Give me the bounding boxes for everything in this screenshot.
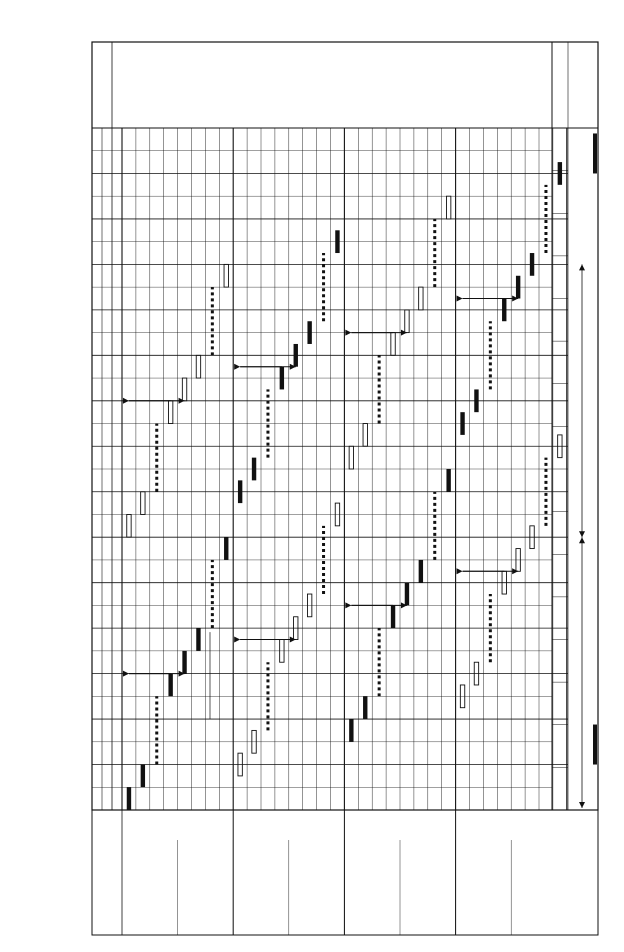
work-bar-brigade-2 bbox=[516, 276, 520, 299]
label-frame bbox=[92, 810, 598, 935]
work-bar-brigade-2 bbox=[446, 469, 450, 492]
work-bar-brigade-2 bbox=[141, 765, 145, 788]
work-bar-brigade-1 bbox=[182, 378, 186, 401]
legend-brigade-2-swatch bbox=[593, 133, 597, 173]
return-arrow-head bbox=[234, 637, 240, 643]
work-bar-brigade-1 bbox=[363, 424, 367, 447]
table-frame bbox=[92, 42, 598, 810]
return-arrow-head bbox=[345, 330, 351, 336]
work-bar-brigade-1 bbox=[127, 514, 131, 537]
work-bar-brigade-2 bbox=[252, 458, 256, 481]
work-bar-brigade-2 bbox=[127, 787, 131, 810]
work-bar-brigade-2 bbox=[238, 480, 242, 503]
work-bar-brigade-1 bbox=[224, 264, 228, 287]
work-bar-brigade-2 bbox=[405, 583, 409, 606]
work-bar-brigade-2 bbox=[460, 412, 464, 435]
rhythm-arrow-1-head bbox=[579, 802, 585, 808]
work-bar-brigade-2 bbox=[182, 651, 186, 674]
work-bar-brigade-2 bbox=[224, 537, 228, 560]
work-bar-brigade-1 bbox=[405, 310, 409, 333]
legend-brigade-1-swatch bbox=[593, 725, 597, 765]
work-bar-brigade-1 bbox=[196, 355, 200, 378]
return-arrow-head bbox=[345, 602, 351, 608]
work-bar-brigade-2 bbox=[294, 344, 298, 367]
work-bar-brigade-2 bbox=[502, 299, 506, 322]
work-bar-brigade-2 bbox=[474, 389, 478, 412]
work-bar-brigade-1 bbox=[141, 492, 145, 515]
work-bar-brigade-2 bbox=[530, 253, 534, 276]
work-bar-brigade-1 bbox=[349, 446, 353, 469]
return-arrow-head bbox=[123, 671, 129, 677]
work-bar-brigade-2 bbox=[349, 719, 353, 742]
work-bar-brigade-1 bbox=[446, 196, 450, 219]
rhythm-arrow-1-head bbox=[579, 537, 585, 543]
work-bar-brigade-1 bbox=[391, 333, 395, 356]
work-bar-brigade-1 bbox=[168, 401, 172, 424]
return-arrow-head bbox=[457, 296, 463, 302]
rhythm-arrow-2-head bbox=[579, 264, 585, 270]
work-bar-brigade-2 bbox=[419, 560, 423, 583]
work-bar-brigade-2 bbox=[196, 628, 200, 651]
work-bar-brigade-2 bbox=[280, 367, 284, 390]
work-bar-brigade-1 bbox=[419, 287, 423, 310]
return-arrow-head bbox=[457, 568, 463, 574]
work-bar-brigade-2 bbox=[363, 696, 367, 719]
rhythm-arrow-2-head bbox=[579, 531, 585, 537]
work-bar-brigade-2 bbox=[307, 321, 311, 344]
work-bar-brigade-2 bbox=[391, 605, 395, 628]
work-bar-brigade-2 bbox=[558, 162, 562, 185]
work-bar-brigade-2 bbox=[168, 674, 172, 697]
return-arrow-head bbox=[123, 398, 129, 404]
return-arrow-head bbox=[234, 364, 240, 370]
work-bar-brigade-2 bbox=[335, 230, 339, 253]
